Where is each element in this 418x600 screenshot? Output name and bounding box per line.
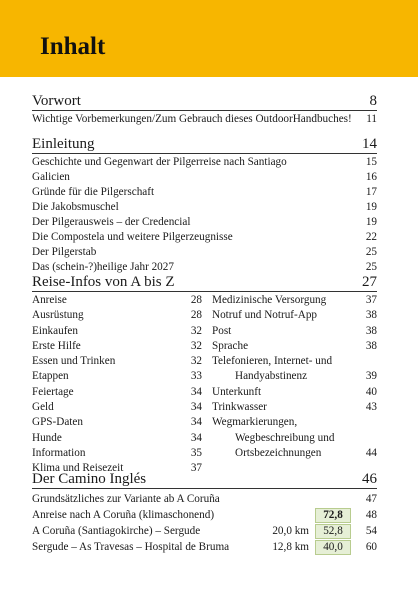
toc-entry[interactable] [32,507,377,523]
section-heading[interactable] [32,273,377,292]
toc-entry[interactable] [212,339,377,354]
toc-entry[interactable] [32,112,377,127]
section-page: 27 [362,274,377,290]
section-title: Vorwort [32,93,81,109]
toc-entry[interactable] [32,385,202,400]
toc-entry[interactable] [32,523,377,539]
toc-entry[interactable] [212,293,377,308]
toc-entry[interactable] [32,431,202,446]
toc-entry[interactable] [32,354,202,369]
toc-entry[interactable] [32,415,202,430]
distance-remaining-box: 40,0 [315,540,351,555]
distance-remaining-box: 72,8 [315,508,351,523]
toc-entry[interactable] [212,385,377,400]
distance-remaining-box: 52,8 [315,524,351,539]
entry-page: 47 [365,493,377,505]
reise-infos-right-column [212,293,377,461]
entry-title: Die Compostela und weitere Pilgerzeugnisse [32,231,233,243]
toc-entry[interactable] [32,400,202,415]
section-einleitung [32,135,377,275]
entry-title: Das (schein-?)heilige Jahr 2027 [32,261,174,273]
entry-title: GPS-Daten [32,416,83,429]
entry-page: 37 [365,294,377,306]
entry-title: Unterkunft [212,385,262,398]
entry-title: Grundsätzliches zur Variante ab A Coruña [32,493,220,505]
toc-entry[interactable] [32,155,377,170]
entry-page: 39 [365,370,377,383]
entry-page: 35 [190,446,202,459]
entry-page: 38 [365,309,377,322]
toc-entry[interactable] [32,185,377,200]
toc-entry[interactable] [212,354,377,369]
section-title: Reise-Infos von A bis Z [32,274,175,290]
entry-page: 34 [190,401,202,414]
entry-page: 25 [365,246,377,258]
toc-entry[interactable] [212,400,377,415]
toc-entry[interactable] [212,431,377,446]
entry-title: Sergude – As Travesas – Hospital de Bruma [32,541,230,553]
entry-page: 43 [365,401,377,414]
entry-page: 37 [190,462,202,475]
toc-entry[interactable] [212,324,377,339]
toc-entry[interactable] [32,200,377,215]
toc-entry[interactable] [32,293,202,308]
entry-title: Post [212,324,232,337]
entry-page: 17 [365,186,377,198]
section-title: Einleitung [32,136,95,152]
entry-title: Die Jakobsmuschel [32,201,119,213]
toc-entry[interactable] [32,170,377,185]
toc-entry[interactable] [32,324,202,339]
entry-title: Feiertage [32,385,74,398]
entry-title: Hunde [32,431,62,444]
entry-page: 25 [365,261,377,273]
entry-title: Der Pilgerausweis – der Credencial [32,216,191,228]
entry-page: 44 [365,446,377,459]
toc-entry[interactable] [32,308,202,323]
toc-entry[interactable] [212,369,377,384]
stage-distance: 12,8 km [272,541,309,553]
entry-page: 60 [365,541,377,553]
entry-title: Medizinische Versorgung [212,294,327,306]
entry-title: A Coruña (Santiagokirche) – Sergude [32,525,201,537]
toc-entry[interactable] [32,215,377,230]
entry-title: Ortsbezeichnungen [235,446,322,459]
entry-title: Essen und Trinken [32,355,116,368]
section-heading[interactable] [32,135,377,154]
section-heading[interactable] [32,470,377,489]
entry-page: 32 [190,324,202,337]
entry-page: 19 [365,216,377,228]
entry-page: 40 [365,385,377,398]
entry-page: 38 [365,324,377,337]
entry-title: Einkaufen [32,324,78,337]
entry-title: Wegmarkierungen, [212,416,298,429]
toc-entry[interactable] [212,415,377,430]
entry-page: 16 [365,171,377,183]
section-page: 8 [369,93,377,109]
toc-entry[interactable] [212,308,377,323]
entry-title: Galicien [32,171,70,183]
toc-entry[interactable] [32,539,377,555]
entry-title: Sprache [212,339,249,352]
entry-title: Anreise nach A Coruña (klimaschonend) [32,509,215,521]
entry-page: 19 [365,201,377,213]
entry-title: Erste Hilfe [32,339,81,352]
toc-entry[interactable] [32,491,377,507]
section-heading[interactable] [32,92,377,111]
page-title: Inhalt [40,33,106,60]
entry-page: 32 [190,339,202,352]
section-page: 14 [362,136,377,152]
entry-title: Geld [32,401,54,414]
reise-infos-left-column [32,293,202,477]
section-camino-ingles [32,470,377,555]
entry-title: Trinkwasser [212,401,267,414]
entry-page: 34 [190,416,202,429]
entry-title: Information [32,446,86,459]
entry-title: Der Pilgerstab [32,246,97,258]
entry-page: 28 [190,309,202,322]
entry-page: 48 [365,509,377,521]
entry-title: Telefonieren, Internet- und [212,355,333,368]
toc-entry[interactable] [32,339,202,354]
entry-title: Wegbeschreibung und [235,431,335,444]
section-vorwort [32,92,377,127]
entry-title: Etappen [32,370,69,383]
entry-page: 22 [365,231,377,243]
entry-title: Gründe für die Pilgerschaft [32,186,155,198]
toc-entry[interactable] [32,245,377,260]
section-title: Der Camino Inglés [32,471,147,487]
entry-page: 32 [190,355,202,368]
toc-entry[interactable] [32,230,377,245]
entry-title: Wichtige Vorbemerkungen/Zum Gebrauch dieses OutdoorHandbuches! [32,113,352,125]
section-reise-infos [32,273,377,475]
stage-distance: 20,0 km [272,525,309,537]
entry-page: 34 [190,385,202,398]
toc-entry[interactable] [32,446,202,461]
toc-entry[interactable] [32,369,202,384]
entry-title: Notruf und Notruf-App [212,309,318,322]
entry-title: Handyabstinenz [235,370,308,383]
entry-page: 11 [366,113,377,125]
entry-page: 54 [365,525,377,537]
entry-title: Ausrüstung [32,309,84,322]
title-banner [0,0,418,77]
entry-page: 28 [190,294,202,306]
entry-title: Geschichte und Gegenwart der Pilgerreise nach Santiago [32,156,287,168]
entry-title: Anreise [32,294,67,306]
entry-title: Klima und Reisezeit [32,462,124,475]
entry-page: 33 [190,370,202,383]
entry-page: 34 [190,431,202,444]
entry-page: 38 [365,339,377,352]
section-page: 46 [362,471,377,487]
entry-page: 15 [365,156,377,168]
toc-entry[interactable] [212,446,377,461]
